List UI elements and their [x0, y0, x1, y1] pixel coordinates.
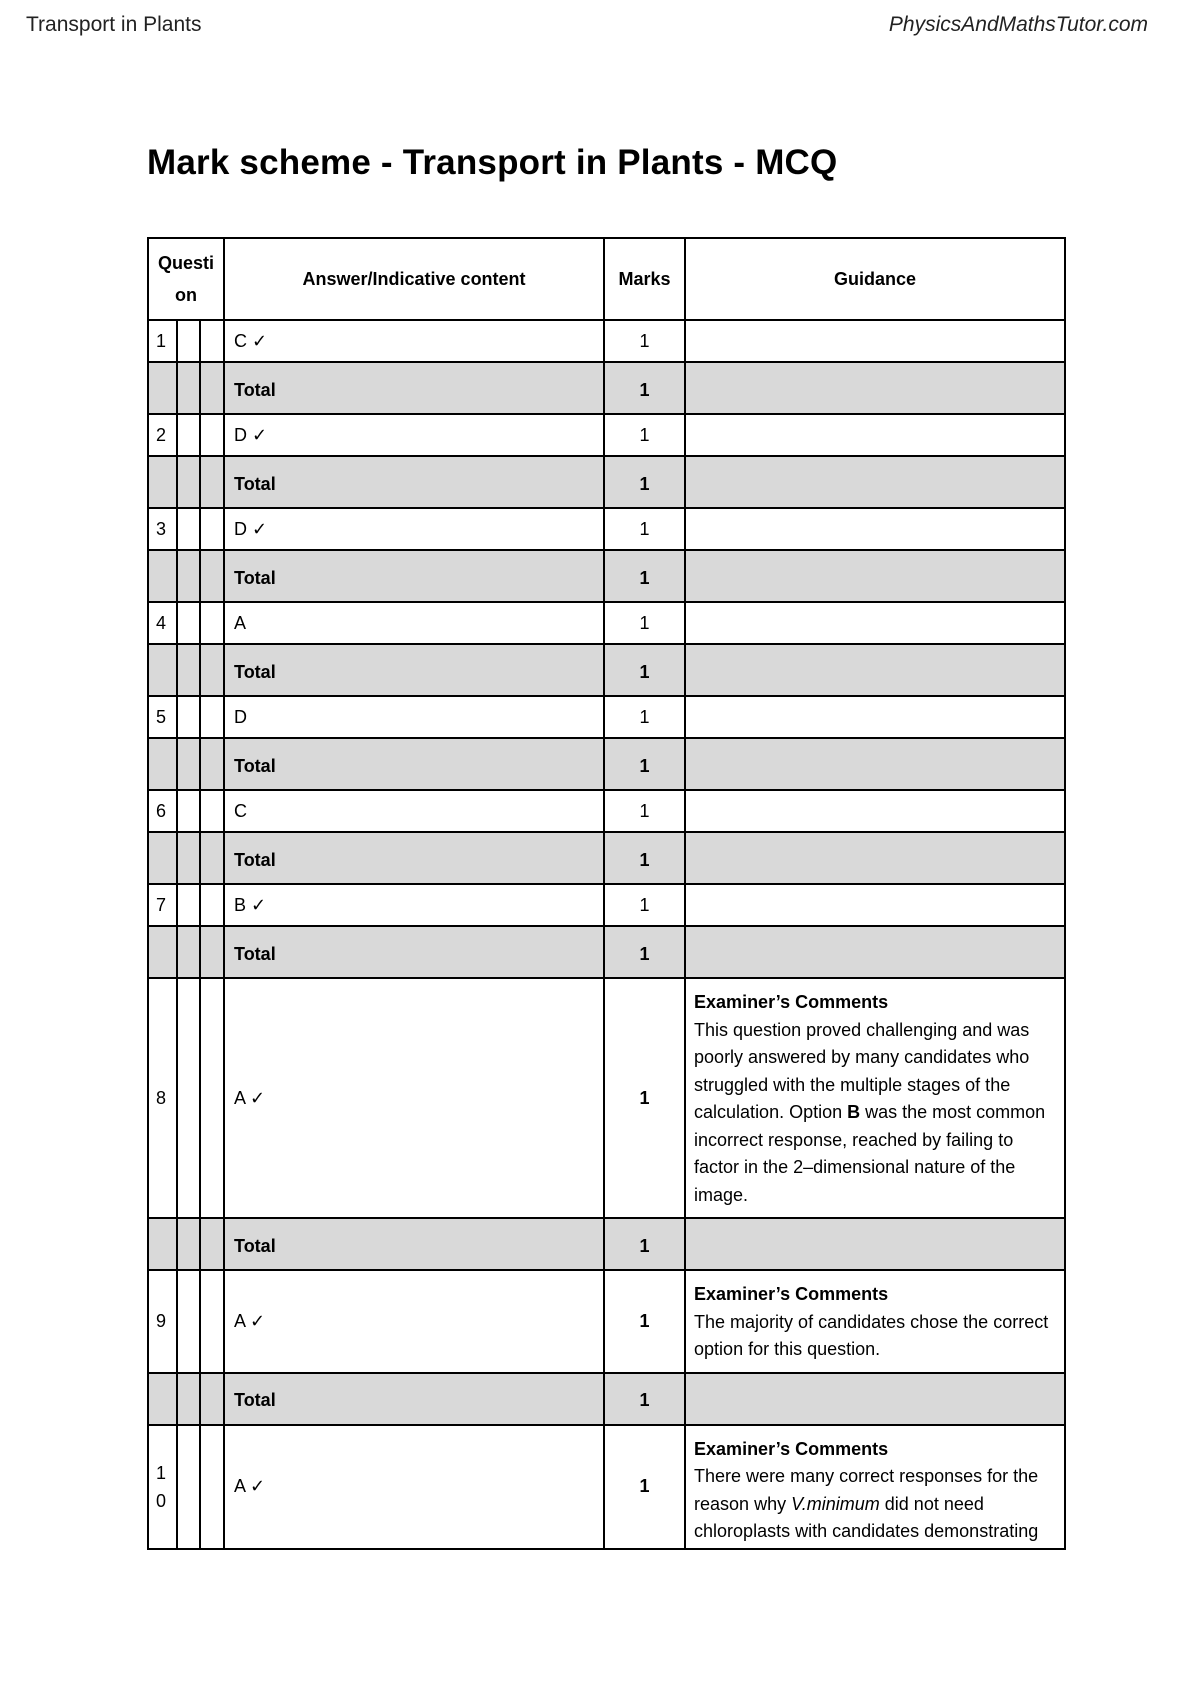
guidance-cell — [685, 602, 1065, 644]
total-marks: 1 — [604, 644, 685, 696]
header-guidance: Guidance — [685, 238, 1065, 320]
total-label: Total — [224, 550, 604, 602]
marks-cell: 1 — [604, 884, 685, 926]
total-label: Total — [224, 644, 604, 696]
table-header-row — [148, 238, 1065, 320]
guidance-cell — [685, 1270, 1065, 1373]
examiner-comments-text: The majority of candidates chose the correct option for this question. — [694, 1311, 1049, 1359]
question-number: 2 — [148, 414, 177, 456]
marks-cell: 1 — [604, 696, 685, 738]
question-number-line1: 1 — [156, 1462, 167, 1483]
answer-cell: D ✓ — [224, 414, 604, 456]
option-letter: B — [847, 1102, 861, 1122]
question-number: 9 — [148, 1270, 177, 1373]
table-row — [148, 790, 1065, 832]
guidance-cell — [685, 978, 1065, 1218]
question-number-line2: 0 — [156, 1490, 167, 1511]
total-row — [148, 550, 1065, 602]
question-number: 1 — [148, 320, 177, 362]
total-marks: 1 — [604, 362, 685, 414]
total-row — [148, 644, 1065, 696]
total-label: Total — [224, 456, 604, 508]
examiner-comments-heading: Examiner’s Comments — [694, 1284, 889, 1304]
table-row — [148, 602, 1065, 644]
marks-cell: 1 — [604, 790, 685, 832]
examiner-comments-heading: Examiner’s Comments — [694, 1438, 889, 1459]
answer-cell: A ✓ — [224, 1270, 604, 1373]
answer-cell: B ✓ — [224, 884, 604, 926]
marks-cell: 1 — [604, 602, 685, 644]
answer-cell: D — [224, 696, 604, 738]
guidance-cell — [685, 884, 1065, 926]
total-marks: 1 — [604, 1373, 685, 1425]
total-label: Total — [224, 362, 604, 414]
total-marks: 1 — [604, 1218, 685, 1270]
guidance-cell — [685, 790, 1065, 832]
examiner-comments-text: This question proved challenging and was poorly answered by many candidates who struggled with the multiple stages of the calculation. Option — [694, 1019, 1030, 1122]
total-marks: 1 — [604, 456, 685, 508]
table-row — [148, 508, 1065, 550]
examiner-comments-text: did not need chloroplasts with candidates demonstrating — [694, 1493, 1039, 1541]
table-row — [148, 414, 1065, 456]
running-header-title: Transport in Plants — [26, 13, 202, 36]
mark-scheme-table — [147, 237, 1066, 1550]
examiner-comments-text: There were many correct responses for the reason why — [694, 1466, 1039, 1514]
total-row — [148, 926, 1065, 978]
table-row — [148, 1270, 1065, 1373]
question-number: 8 — [148, 978, 177, 1218]
marks-cell: 1 — [604, 508, 685, 550]
marks-cell: 1 — [604, 414, 685, 456]
answer-cell: D ✓ — [224, 508, 604, 550]
question-number: 7 — [148, 884, 177, 926]
total-row — [148, 832, 1065, 884]
total-marks: 1 — [604, 550, 685, 602]
table-row — [148, 1425, 1065, 1549]
guidance-cell — [685, 320, 1065, 362]
guidance-cell — [685, 414, 1065, 456]
header-question: Questi on — [148, 238, 224, 320]
question-number — [148, 1425, 177, 1549]
table-row — [148, 696, 1065, 738]
question-number: 5 — [148, 696, 177, 738]
question-number: 6 — [148, 790, 177, 832]
total-marks: 1 — [604, 832, 685, 884]
guidance-cell — [685, 1425, 1065, 1549]
total-label: Total — [224, 1373, 604, 1425]
guidance-cell — [685, 508, 1065, 550]
species-name: V.minimum — [791, 1493, 880, 1514]
header-marks: Marks — [604, 238, 685, 320]
total-row — [148, 738, 1065, 790]
examiner-comments-heading: Examiner’s Comments — [694, 992, 889, 1012]
answer-cell: A ✓ — [224, 1425, 604, 1549]
page-title: Mark scheme - Transport in Plants - MCQ — [147, 143, 838, 182]
header-answer: Answer/Indicative content — [224, 238, 604, 320]
total-label: Total — [224, 926, 604, 978]
table-row — [148, 320, 1065, 362]
guidance-cell — [685, 696, 1065, 738]
total-row — [148, 1373, 1065, 1425]
total-marks: 1 — [604, 738, 685, 790]
total-label: Total — [224, 832, 604, 884]
question-number: 4 — [148, 602, 177, 644]
total-label: Total — [224, 738, 604, 790]
total-row — [148, 362, 1065, 414]
marks-cell: 1 — [604, 978, 685, 1218]
answer-cell: C ✓ — [224, 320, 604, 362]
marks-cell: 1 — [604, 1270, 685, 1373]
marks-cell: 1 — [604, 320, 685, 362]
table-row — [148, 978, 1065, 1218]
marks-cell: 1 — [604, 1425, 685, 1549]
total-row — [148, 1218, 1065, 1270]
running-header-site: PhysicsAndMathsTutor.com — [888, 13, 1148, 36]
answer-cell: A — [224, 602, 604, 644]
answer-cell: C — [224, 790, 604, 832]
question-number: 3 — [148, 508, 177, 550]
total-marks: 1 — [604, 926, 685, 978]
total-row — [148, 456, 1065, 508]
table-row — [148, 884, 1065, 926]
answer-cell: A ✓ — [224, 978, 604, 1218]
examiner-comments-text: was the most common incorrect response, reached by failing to factor in the 2–dimensional nature of the image. — [694, 1102, 1046, 1205]
total-label: Total — [224, 1218, 604, 1270]
